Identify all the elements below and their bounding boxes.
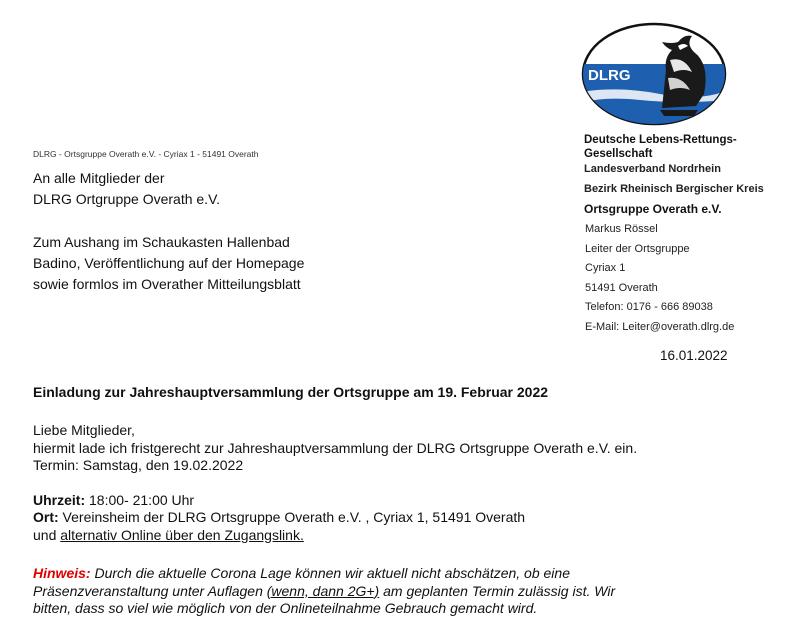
letter-date: 16.01.2022: [660, 348, 728, 363]
letter-subject: Einladung zur Jahreshauptversammlung der Ortsgruppe am 19. Februar 2022: [33, 384, 549, 400]
org-landesverband: Landesverband Nordrhein: [584, 163, 721, 175]
contact-person: Markus Rössel: [585, 223, 658, 235]
org-ortsgruppe: Ortsgruppe Overath e.V.: [584, 202, 722, 216]
organization-block: [584, 133, 764, 216]
hint-text: am geplanten Termin zulässig ist. Wir: [379, 582, 616, 599]
recipient-block: [33, 168, 220, 210]
hint-label: Hinweis:: [33, 565, 91, 581]
notice-line: Badino, Veröffentlichung auf der Homepage: [33, 255, 305, 271]
time-value: 18:00- 21:00 Uhr: [85, 491, 195, 508]
dlrg-logo: [580, 20, 728, 128]
logo-text: DLRG: [588, 67, 631, 84]
notice-line: sowie formlos im Overather Mitteilungsblatt: [33, 276, 301, 292]
hint-2g-plus: (wenn, dann 2G+): [266, 582, 380, 599]
letter-body: [33, 422, 637, 544]
corona-hint: [33, 565, 615, 618]
time-label: Uhrzeit:: [33, 491, 86, 508]
contact-role: Leiter der Ortsgruppe: [585, 242, 690, 255]
hint-line: [33, 565, 615, 583]
contact-street: Cyriax 1: [585, 262, 626, 274]
place-line: [33, 509, 637, 527]
hint-text: Präsenzveranstaltung unter Auflagen: [33, 582, 267, 599]
termin-text: Termin: Samstag, den 19.02.2022: [33, 457, 244, 473]
hint-line: [33, 583, 615, 601]
recipient-line: An alle Mitglieder der: [33, 170, 165, 186]
posting-notice: [33, 232, 304, 295]
greeting: Liebe Mitglieder,: [33, 422, 135, 438]
contact-email: E-Mail: Leiter@overath.dlrg.de: [585, 320, 735, 333]
intro-text: hiermit lade ich fristgerecht zur Jahreshauptversammlung der DLRG Ortsgruppe Overath e.V. ein.: [33, 439, 638, 456]
online-link[interactable]: alternativ Online über den Zugangslink.: [60, 526, 304, 543]
place-value: Vereinsheim der DLRG Ortsgruppe Overath e.V. , Cyriax 1, 51491 Overath: [58, 509, 526, 525]
place-label: Ort:: [33, 509, 59, 525]
org-name-line: Deutsche Lebens-Rettungs-: [584, 134, 737, 146]
hint-line: bitten, dass so viel wie möglich von der Onlineteilnahme Gebrauch gemacht wird.: [33, 600, 538, 616]
contact-city: 51491 Overath: [585, 281, 658, 294]
online-line: [33, 527, 637, 545]
online-prefix: und: [33, 526, 61, 543]
time-line: [33, 492, 637, 510]
recipient-line: DLRG Ortgruppe Overath e.V.: [33, 191, 221, 207]
contact-block: [585, 220, 734, 337]
hint-text: Durch die aktuelle Corona Lage können wir aktuell nicht abschätzen, ob eine: [90, 565, 570, 581]
org-name-line: Gesellschaft: [584, 148, 653, 160]
sender-address-line: DLRG - Ortsgruppe Overath e.V. - Cyriax 1 - 51491 Overath: [33, 149, 259, 159]
notice-line: Zum Aushang im Schaukasten Hallenbad: [33, 234, 290, 250]
org-bezirk: Bezirk Rheinisch Bergischer Kreis: [584, 183, 764, 195]
contact-phone: Telefon: 0176 - 666 89038: [585, 301, 713, 313]
